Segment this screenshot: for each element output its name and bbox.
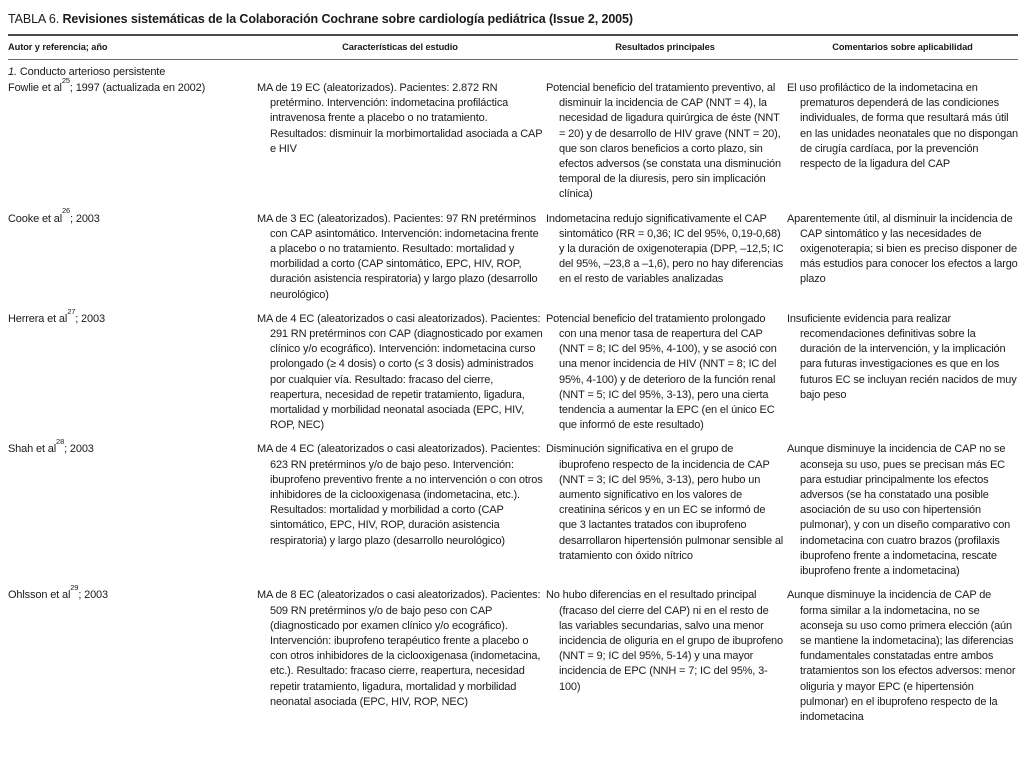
caracteristicas-cell: MA de 8 EC (aleatorizados o casi aleatorizados). Pacientes: 509 RN pretérminos y/o de bajo peso con CAP (diagnosticado por examen clínico y/o ecográfico). Intervención: ibuprofeno terapéutico frente a placebo o con otros inhibidores de la ciclooxigenasa (indometacina, etc.). Resultado: fracaso cierre, reapertura, necesidad repetir tratamiento, ligadura, mortalidad y morbilidad neonatal asociada (EPC, HIV, ROP, NEC) bbox=[257, 589, 541, 708]
resultados-cell: Indometacina redujo significativamente el CAP sintomático (RR = 0,36; IC del 95%, 0,19-0,68) y la duración de oxigenoterapia (DPP, –12,5; IC del 95%, –23,8 a –1,6), pero no hay diferencias en el resto de variables analizadas bbox=[546, 212, 784, 286]
table-row bbox=[8, 583, 1018, 725]
author-name: Herrera et al bbox=[8, 312, 68, 325]
table-row bbox=[8, 306, 1018, 434]
author-cell bbox=[8, 306, 254, 434]
resultados-cell: Disminución significativa en el grupo de ibuprofeno respecto de la incidencia de CAP (NNT = 3; IC del 95%, 3-13), pero hubo un aumento significativo en los valores de creatinina séricos y en un EC se informó de que 3 lactantes tratados con ibuprofeno desarrollaron hipertensión pulmonar sensible al tratamiento con óxido nítrico bbox=[546, 443, 784, 562]
comentarios-cell: El uso profiláctico de la indometacina en prematuros dependerá de las condiciones individuales, de forma que resultará más útil en las unidades neonatales que no dispongan de cirugía cardíaca, por la prevención respecto de la ligadura del CAP bbox=[787, 82, 1019, 171]
resultados-cell: Potencial beneficio del tratamiento preventivo, al disminuir la incidencia de CAP (NNT = 4), la necesidad de ligadura quirúrgica de éste (NNT = 20) y de desarrollo de HIV grave (NNT = 20), que son claros beneficios a corto plazo, sin efectos adversos (se constata una disminución temporal de la diuresis, pero sin implicación clínica) bbox=[546, 82, 781, 201]
section-label: Conducto arterioso persistente bbox=[19, 66, 166, 78]
table-row bbox=[8, 206, 1018, 303]
author-year: ; 1997 (actualizada en 2002) bbox=[69, 82, 206, 94]
section-number: 1. bbox=[8, 66, 17, 78]
table-title bbox=[8, 12, 1018, 26]
reference-superscript: 28 bbox=[56, 437, 65, 447]
column-header-caracteristicas: Características del estudio bbox=[342, 42, 458, 52]
reference-superscript: 25 bbox=[61, 75, 70, 85]
reference-superscript: 26 bbox=[62, 206, 71, 216]
caracteristicas-cell: MA de 19 EC (aleatorizados). Pacientes: 2.872 RN pretérmino. Intervención: indometacina profiláctica intravenosa frente a placebo o no tratamiento. Resultados: disminuir la morbimortalidad asociada a CAP e HIV bbox=[257, 82, 543, 155]
author-cell bbox=[8, 206, 254, 303]
author-year: ; 2003 bbox=[64, 443, 94, 456]
author-year: ; 2003 bbox=[75, 312, 105, 325]
caracteristicas-cell: MA de 4 EC (aleatorizados o casi aleatorizados). Pacientes: 291 RN pretérminos con CAP (diagnosticado por examen clínico y/o ecográfico). Intervención: indometacina curso prolongado (≥ 4 dosis) o corto (≤ 3 dosis) administrados por cualquier vía. Resultado: fracaso del cierre, reapertura, necesidad de repetir tratamiento, ligadura, mortalidad y morbilidad neonatal asociada (EPC, HIV, ROP, NEC) bbox=[257, 312, 543, 432]
column-header-row bbox=[8, 36, 1018, 59]
author-cell bbox=[8, 437, 254, 579]
author-cell bbox=[8, 75, 254, 203]
author-year: ; 2003 bbox=[70, 212, 100, 225]
resultados-cell: Potencial beneficio del tratamiento prolongado con una menor tasa de reapertura del CAP (NNT = 8; IC del 95%, 4-100), y se asoció con una menor incidencia de HIV (NNT = 8; IC del 95%, 4-100) y de deterioro de la función renal (NNT = 5; IC del 95%, 3-13), pero una cierta tendencia a aumentar la EPC (en el único EC que informó de este resultado) bbox=[546, 312, 777, 432]
table-row bbox=[8, 75, 1019, 203]
column-header-author: Autor y referencia; año bbox=[8, 42, 108, 52]
author-cell bbox=[8, 583, 254, 725]
comentarios-cell: Aunque disminuye la incidencia de CAP no se aconseja su uso, pues se precisan más EC para estudiar principalmente los efectos adversos (se ha constatado una posible asociación de su uso con hipertensión pulmonar), y con un diseño comparativo con indometacina con cuatro brazos (profilaxis ibuprofeno frente a indometacina, rescate ibuprofeno frente a indometacina) bbox=[787, 443, 1011, 578]
author-name: Ohlsson et al bbox=[8, 589, 71, 602]
table-title-text: Revisiones sistemáticas de la Colaboración Cochrane sobre cardiología pediátrica (Issue 2, 2005) bbox=[62, 12, 633, 26]
caracteristicas-cell: MA de 4 EC (aleatorizados o casi aleatorizados). Pacientes: 623 RN pretérminos y/o de bajo peso. Intervención: ibuprofeno preventivo frente a no intervención o con otros inhibidores de la ciclooxigenasa (indometacina, etc.). Resultados: mortalidad y morbilidad a corto (CAP sintomático, EPC, HIV, ROP, duración asistencia respiratoria) y largo plazo (desarrollo neurológico) bbox=[257, 443, 543, 547]
author-name: Shah et al bbox=[8, 443, 57, 456]
author-name: Fowlie et al bbox=[8, 82, 62, 94]
comentarios-cell: Aunque disminuye la incidencia de CAP de forma similar a la indometacina, no se aconseja su uso como primera elección (aún se mantiene la indometacina); las diferencias fundamentales constatadas entre ambos tratamientos son los efectos adversos: menor oliguria y mayor EPC (e hipertensión pulmonar) en el ibuprofeno respecto de la indometacina bbox=[787, 589, 1016, 723]
author-name: Cooke et al bbox=[8, 212, 62, 225]
column-header-comentarios: Comentarios sobre aplicabilidad bbox=[832, 42, 973, 52]
reference-superscript: 27 bbox=[67, 306, 76, 316]
author-year: ; 2003 bbox=[78, 589, 108, 602]
column-header-resultados: Resultados principales bbox=[615, 42, 715, 52]
reference-superscript: 29 bbox=[70, 583, 79, 593]
section-heading bbox=[8, 60, 1018, 81]
table-number: TABLA 6. bbox=[8, 12, 60, 26]
resultados-cell: No hubo diferencias en el resultado principal (fracaso del cierre del CAP) ni en el resto de las variables secundarias, salvo una menor incidencia de oliguria en el grupo de ibuprofeno (NNT = 9; IC del 95%, 5-14) y una mayor incidencia de EPC (NNH = 7; IC del 95%, 3-100) bbox=[546, 589, 783, 693]
table-row bbox=[8, 437, 1018, 579]
caracteristicas-cell: MA de 3 EC (aleatorizados). Pacientes: 97 RN pretérminos con CAP asintomático. Intervención: indometacina frente a placebo o no tratamiento. Resultado: mortalidad y morbilidad a corto (CAP sintomático, EPC, HIV, ROP, duración asistencia respiratoria) y largo plazo (desarrollo neurológico) bbox=[257, 212, 539, 301]
comentarios-cell: Aparentemente útil, al disminuir la incidencia de CAP sintomático y las necesidades de oxigenoterapia; si bien es preciso disponer de más estudios para conocer los efectos a largo plazo bbox=[787, 212, 1018, 286]
comentarios-cell: Insuficiente evidencia para realizar recomendaciones definitivas sobre la duración de la intervención, y la implicación para futuras investigaciones es que en los futuros EC se incluyan recién nacidos de muy bajo peso bbox=[787, 312, 1017, 401]
